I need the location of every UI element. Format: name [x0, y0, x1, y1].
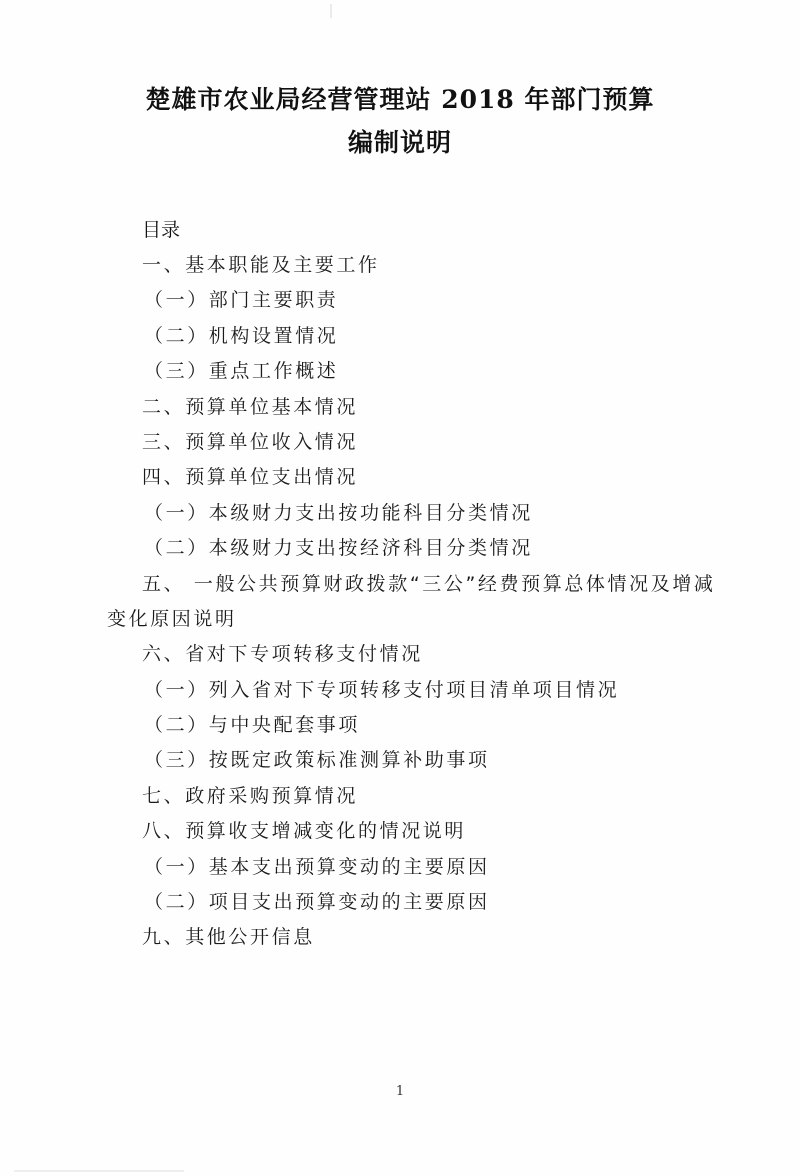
toc-subitem: （一）基本支出预算变动的主要原因 — [144, 855, 490, 878]
toc-heading: 目录 — [142, 219, 181, 241]
scan-artifact-top — [330, 4, 332, 18]
toc-subitem: （一）本级财力支出按功能科目分类情况 — [144, 501, 533, 524]
toc-subitem: （一）部门主要职责 — [144, 289, 339, 312]
toc-subitem: （二）与中央配套事项 — [144, 714, 361, 737]
scan-artifact-bottom — [14, 1170, 184, 1172]
toc-item: 九、其他公开信息 — [142, 926, 315, 949]
toc-subitem: （二）本级财力支出按经济科目分类情况 — [144, 537, 533, 560]
toc-subitem: （三）重点工作概述 — [144, 360, 339, 383]
document-title-line1: 楚雄市农业局经营管理站 2018 年部门预算 — [145, 85, 655, 114]
toc-item: 八、预算收支增减变化的情况说明 — [142, 820, 467, 843]
toc-subitem: （三）按既定政策标准测算补助事项 — [144, 749, 490, 772]
page-number: 1 — [395, 1084, 405, 1099]
toc-item: 四、预算单位支出情况 — [142, 466, 359, 489]
document-title-line2: 编制说明 — [347, 128, 452, 157]
toc-subitem: （二）项目支出预算变动的主要原因 — [144, 891, 490, 914]
toc-item: 三、预算单位收入情况 — [142, 430, 359, 453]
toc-item: 七、政府采购预算情况 — [142, 784, 359, 807]
toc-item: 六、省对下专项转移支付情况 — [142, 643, 423, 666]
toc-item: 一、基本职能及主要工作 — [142, 254, 380, 276]
table-of-contents — [0, 248, 800, 956]
toc-subitem: （一）列入省对下专项转移支付项目清单项目情况 — [144, 678, 620, 701]
toc-item: 二、预算单位基本情况 — [142, 395, 359, 418]
toc-item-continuation: 变化原因说明 — [107, 607, 237, 630]
toc-item: 五、 一般公共预算财政拨款“三公”经费预算总体情况及增减 — [142, 572, 716, 595]
toc-subitem: （二）机构设置情况 — [144, 324, 339, 347]
